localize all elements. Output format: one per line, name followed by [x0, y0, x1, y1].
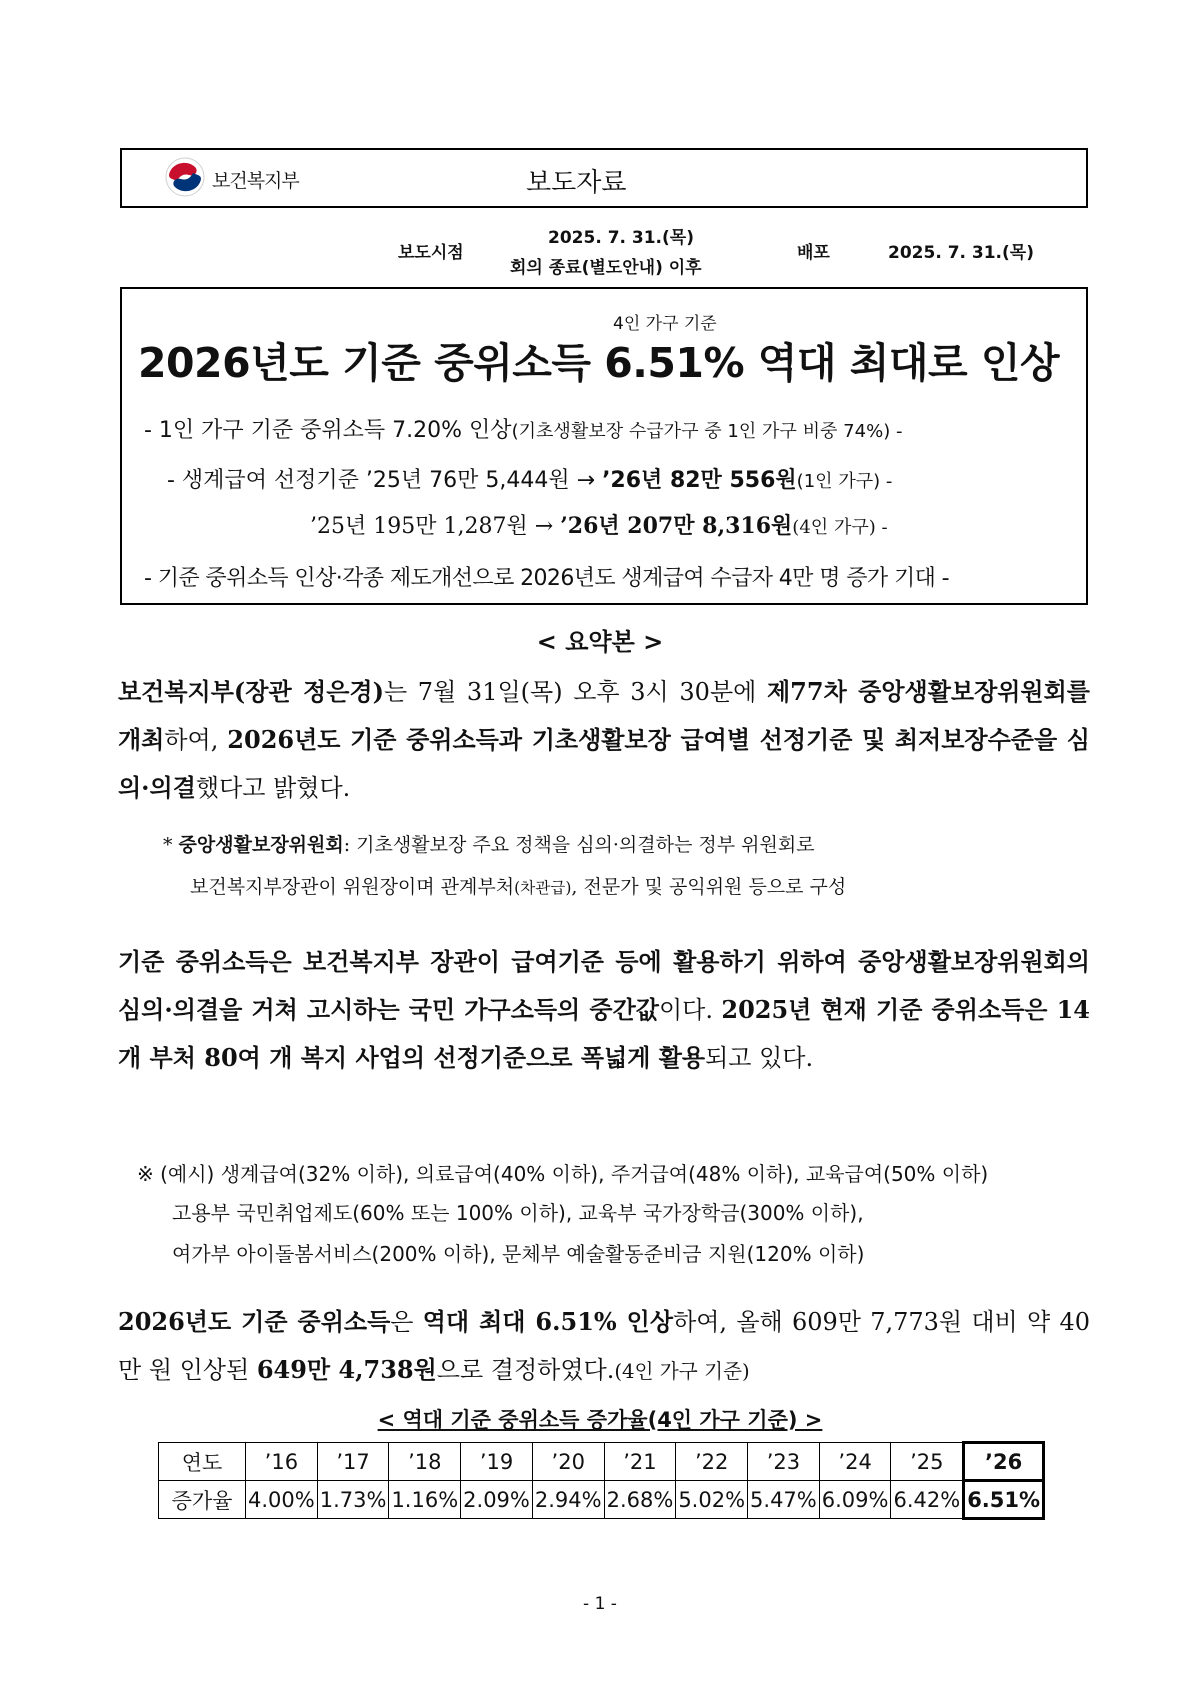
paragraph-1: 보건복지부(장관 정은경)는 7월 31일(목) 오후 3시 30분에 제77차 중앙생활보장위원회를 개최하여, 2026년도 기준 중위소득과 기초생활보장 급여별 선정기준 및 최저보장수준을 심의·의결했다고 밝혔다. — [118, 677, 1090, 802]
rate-cell: 1.16% — [389, 1481, 461, 1519]
release-label: 보도시점 — [398, 243, 464, 263]
paragraph-3: 2026년도 기준 중위소득은 역대 최대 6.51% 인상하여, 올해 609만 7,773원 대비 약 40만 원 인상된 649만 4,738원으로 결정하였다.(4인 가구 기준) — [118, 1307, 1090, 1384]
document-type: 보도자료 — [526, 168, 627, 198]
rate-cell: 2.68% — [604, 1481, 676, 1519]
subheadline-2: - 생계급여 선정기준 ’25년 76만 5,444원 → ’26년 82만 556원(1인 가구) - — [167, 468, 893, 493]
summary-title: < 요약본 > — [536, 628, 664, 656]
subheadline-1: - 1인 가구 기준 중위소득 7.20% 인상(기초생활보장 수급가구 중 1인 가구 비중 74%) - — [144, 418, 903, 443]
rate-cell-highlight: 6.51% — [964, 1481, 1044, 1519]
distribution-date: 2025. 7. 31.(목) — [888, 243, 1034, 263]
year-cell: ’24 — [819, 1443, 891, 1481]
year-cell: ’17 — [317, 1443, 389, 1481]
row-header: 연도 — [159, 1443, 246, 1481]
footnote-line-2: 보건복지부장관이 위원장이며 관계부처(차관급), 전문가 및 공익위원 등으로 구성 — [190, 876, 847, 898]
rate-cell: 4.00% — [246, 1481, 318, 1519]
ministry-name: 보건복지부 — [212, 170, 299, 192]
subheadline-4: - 기준 중위소득 인상·각종 제도개선으로 2026년도 생계급여 수급자 4만 명 증가 기대 - — [144, 566, 949, 591]
table-title: < 역대 기준 중위소득 증가율(4인 가구 기준) > — [377, 1408, 823, 1432]
page-number: - 1 - — [583, 1594, 617, 1614]
year-cell: ’16 — [246, 1443, 318, 1481]
rate-cell: 2.94% — [532, 1481, 604, 1519]
paragraph-2: 기준 중위소득은 보건복지부 장관이 급여기준 등에 활용하기 위하여 중앙생활보장위원회의 심의·의결을 거쳐 고시하는 국민 가구소득의 중간값이다. 2025년 현재 기준 중위소득은 14개 부처 80여 개 복지 사업의 선정기준으로 폭넓게 활용되고 있다. — [118, 947, 1090, 1072]
footnote-line-1: * 중앙생활보장위원회: 기초생활보장 주요 정책을 심의·의결하는 정부 위원회로 — [163, 834, 815, 856]
year-cell: ’23 — [748, 1443, 820, 1481]
rate-cell: 2.09% — [461, 1481, 533, 1519]
year-cell: ’20 — [532, 1443, 604, 1481]
rate-cell: 1.73% — [317, 1481, 389, 1519]
subheadline-3: ’25년 195만 1,287원 → ’26년 207만 8,316원(4인 가구) - — [310, 513, 888, 539]
government-emblem-icon — [165, 157, 205, 197]
headline-note: 4인 가구 기준 — [613, 314, 717, 334]
example-line-3: 여가부 아이돌봄서비스(200% 이하), 문체부 예술활동준비금 지원(120% 이하) — [172, 1242, 865, 1266]
table-row-years — [159, 1443, 1044, 1481]
rate-cell: 6.09% — [819, 1481, 891, 1519]
distribution-label: 배포 — [797, 243, 830, 263]
release-note: 회의 종료(별도안내) 이후 — [510, 258, 702, 278]
rate-cell: 6.42% — [891, 1481, 964, 1519]
table-row-rates — [159, 1481, 1044, 1519]
row-header: 증가율 — [159, 1481, 246, 1519]
year-cell: ’25 — [891, 1443, 964, 1481]
year-cell: ’22 — [676, 1443, 748, 1481]
example-line-1: ※ (예시) 생계급여(32% 이하), 의료급여(40% 이하), 주거급여(48% 이하), 교육급여(50% 이하) — [137, 1162, 989, 1186]
example-line-2: 고용부 국민취업제도(60% 또는 100% 이하), 교육부 국가장학금(300% 이하), — [172, 1201, 864, 1225]
growth-rate-table — [158, 1441, 1045, 1520]
year-cell: ’18 — [389, 1443, 461, 1481]
rate-cell: 5.02% — [676, 1481, 748, 1519]
release-date: 2025. 7. 31.(목) — [548, 228, 694, 248]
rate-cell: 5.47% — [748, 1481, 820, 1519]
year-cell: ’19 — [461, 1443, 533, 1481]
year-cell-highlight: ’26 — [964, 1443, 1044, 1481]
headline-title: 2026년도 기준 중위소득 6.51% 역대 최대로 인상 — [138, 339, 1060, 387]
year-cell: ’21 — [604, 1443, 676, 1481]
